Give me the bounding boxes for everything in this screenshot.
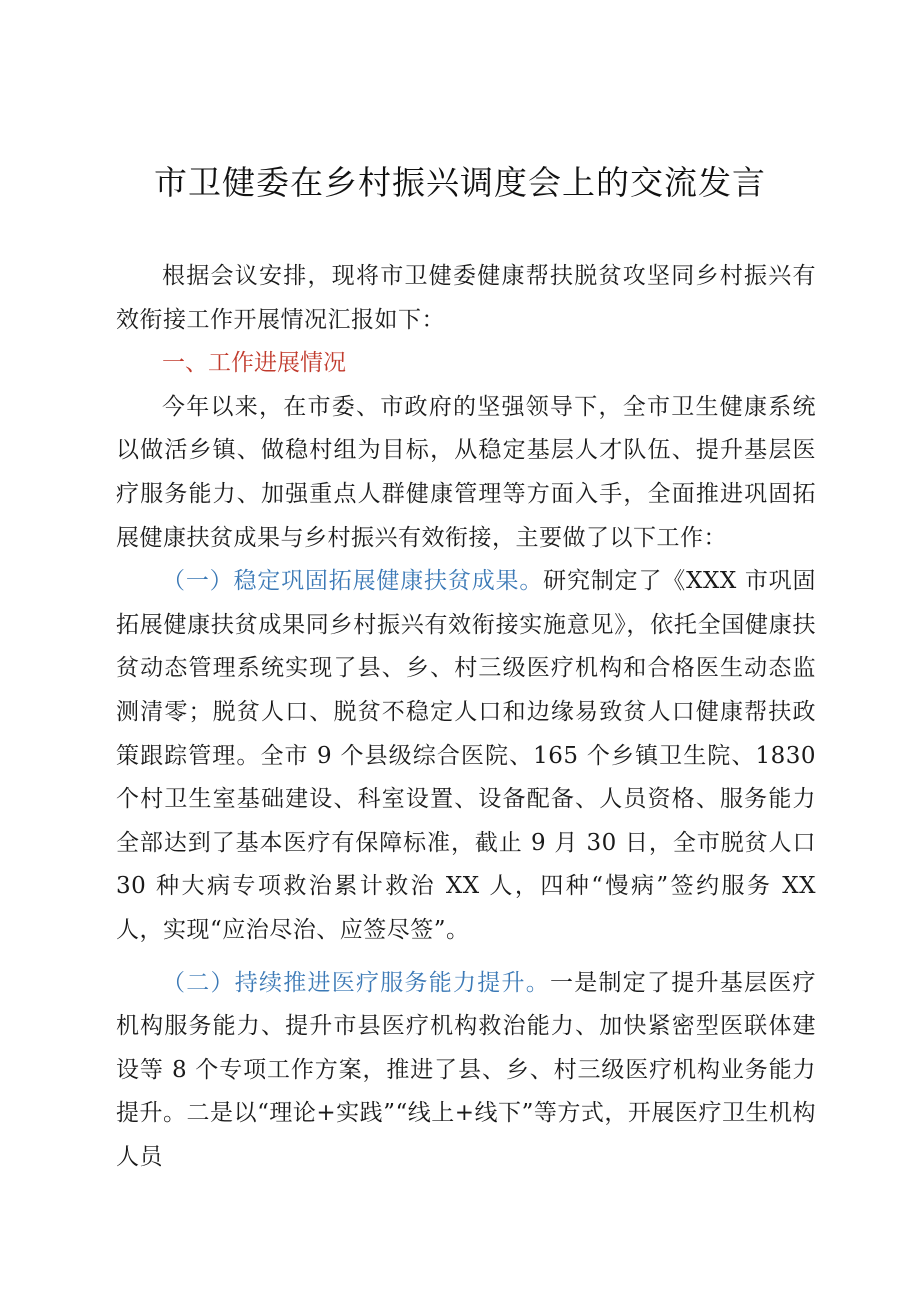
subsection-1-body: 研究制定了《XXX 市巩固拓展健康扶贫成果同乡村振兴有效衔接实施意见》，依托全国健康扶贫动态管理系统实现了县、乡、村三级医疗机构和合格医生动态监测清零；脱贫人口、脱贫不稳定人口和边缘易致贫人口健康帮扶政策跟踪管理。全市 9 个县级综合医院、165 个乡镇卫生院、1830 个村卫生室基础建设、科室设置、设备配备、人员资格、服务能力全部达到了基本医疗有保障标准，截止 9 月 30 日，全市脱贫人口 30 种大病专项救治累计救治 XX 人，四种“慢病”签约服务 XX 人，实现“应治尽治、应签尽签”。 <box>116 568 817 943</box>
document-body <box>116 255 816 1179</box>
section1-paragraph: 今年以来，在市委、市政府的坚强领导下，全市卫生健康系统以做活乡镇、做稳村组为目标，从稳定基层人才队伍、提升基层医疗服务能力、加强重点人群健康管理等方面入手，全面推进巩固拓展健康扶贫成果与乡村振兴有效衔接，主要做了以下工作： <box>116 393 816 551</box>
subsection-2-body: 一是制定了提升基层医疗机构服务能力、提升市县医疗机构救治能力、加快紧密型医联体建设等 8 个专项工作方案，推进了县、乡、村三级医疗机构业务能力提升。二是以“理论+实践”“线上+线下”等方式，开展医疗卫生机构人员 <box>116 969 816 1170</box>
subsection-1-paragraph <box>116 560 816 952</box>
intro-paragraph: 根据会议安排，现将市卫健委健康帮扶脱贫攻坚同乡村振兴有效衔接工作开展情况汇报如下： <box>116 263 816 333</box>
subsection-2-paragraph <box>116 962 816 1180</box>
document-title: 市卫健委在乡村振兴调度会上的交流发言 <box>154 163 766 202</box>
paragraph-gap <box>116 953 816 962</box>
subsection-1-heading: （一）稳定巩固拓展健康扶贫成果。 <box>162 568 544 595</box>
section-heading-1: 一、工作进展情况 <box>162 350 346 377</box>
subsection-2-heading: （二）持续推进医疗服务能力提升。 <box>162 969 550 996</box>
